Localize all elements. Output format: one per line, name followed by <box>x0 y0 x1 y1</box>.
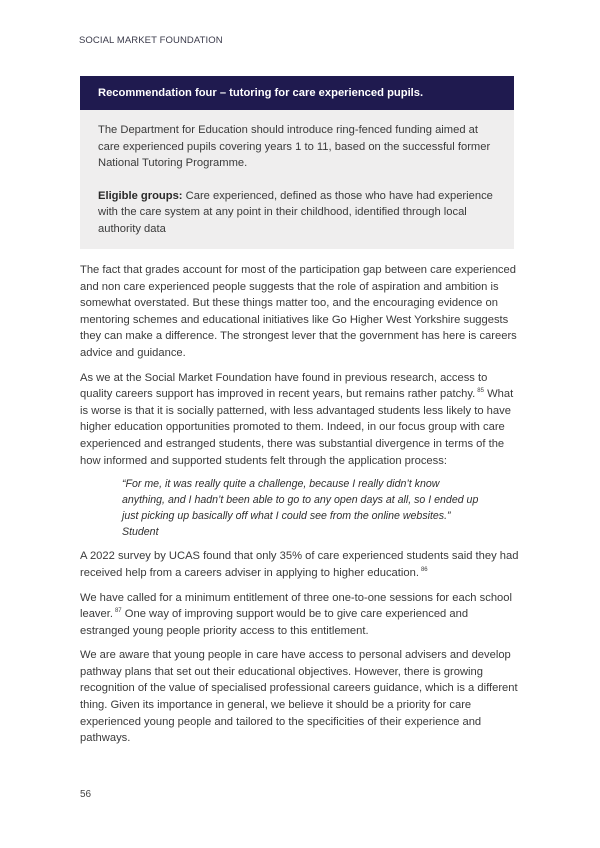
paragraph <box>80 590 520 640</box>
footnote-ref[interactable]: 86 <box>420 566 428 573</box>
paragraph-text: One way of improving support would be to give care experienced and estranged young people priority access to this entitlement. <box>80 608 469 637</box>
eligible-groups-label: Eligible groups: <box>98 189 183 202</box>
page-number: 56 <box>80 789 92 800</box>
paragraph-text: We have called for a minimum entitlement of three one-to-one sessions for each school leaver. <box>80 591 512 621</box>
eligible-groups <box>98 188 496 238</box>
recommendation-title: Recommendation four – tutoring for care experienced pupils. <box>80 76 514 110</box>
body-content <box>80 262 520 755</box>
paragraph <box>80 370 520 470</box>
footnote-ref[interactable]: 85 <box>477 388 484 395</box>
paragraph <box>80 548 520 581</box>
footnote-ref[interactable]: 87 <box>114 608 122 615</box>
quote-source: Student <box>122 525 159 538</box>
paragraph-text: A 2022 survey by UCAS found that only 35% of care experienced students said they had received help from a careers adviser in applying to higher education. <box>80 550 519 579</box>
paragraph-text: As we at the Social Market Foundation have found in previous research, access to quality careers support has improved in recent years, but remains rather patchy. <box>80 371 488 401</box>
block-quote <box>122 477 482 540</box>
paragraph-text: What is worse is that it is socially patterned, with less advantaged students less likely to have higher education opportunities promoted to them. Indeed, in our focus group with care experienced and estranged students, there was substantial divergence in terms of the how informed and supported students felt through the application process: <box>80 388 514 467</box>
recommendation-text: The Department for Education should introduce ring-fenced funding aimed at care experienced pupils covering years 1 to 11, based on the successful former National Tutoring Programme. <box>98 124 491 169</box>
recommendation-body <box>80 110 514 249</box>
paragraph: We are aware that young people in care have access to personal advisers and develop pathway plans that set out their educational objectives. However, there is growing recognition of the value of specialised professional careers guidance, which is a different thing. Given its importance in general, we believe it should be a priority for care experienced young people and tailored to the specificities of their experience and pathways. <box>80 649 518 745</box>
quote-text: “For me, it was really quite a challenge, because I really didn’t know anything, and I hadn’t been able to go to any open days at all, so I ended up just picking up basically off what I could see from the online websites.” <box>122 478 479 522</box>
recommendation-box <box>80 76 514 249</box>
running-header: SOCIAL MARKET FOUNDATION <box>79 35 223 46</box>
paragraph: The fact that grades account for most of the participation gap between care experienced and non care experienced people suggests that the role of aspiration and ambition is somewhat overstated. But these things matter too, and the encouraging evidence on mentoring schemes and educational initiatives like Go Higher West Yorkshire suggests they can make a difference. The strongest lever that the government has here is careers advice and guidance. <box>80 264 517 359</box>
eligible-groups-text: Care experienced, defined as those who have had experience with the care system at any point in their childhood, identified through local authority data <box>98 189 493 235</box>
